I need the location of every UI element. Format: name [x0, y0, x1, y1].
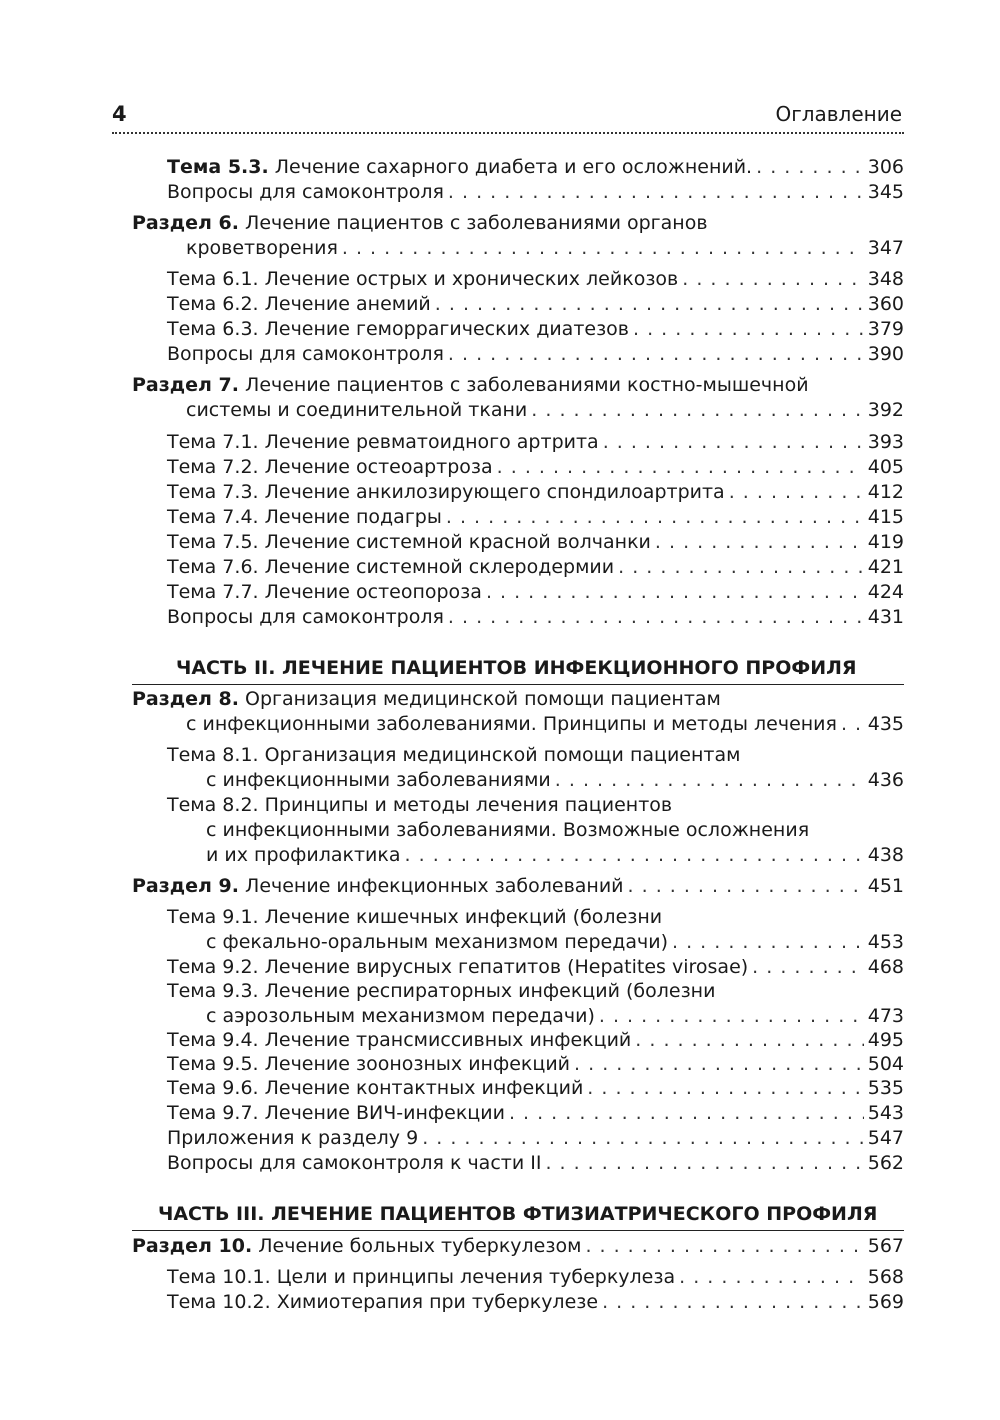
dot-leader — [531, 398, 863, 422]
toc-entry-topic-7-5[interactable]: Тема 7.5. Лечение системной красной волчанки . . . 419 — [167, 530, 904, 554]
page-ref: 543 — [867, 1102, 904, 1124]
page-ref: 569 — [867, 1291, 904, 1313]
dot-leader — [618, 555, 864, 579]
dot-leader — [448, 605, 864, 629]
toc-entry-topic-8-1[interactable]: с инфекционными заболеваниями . . . 436 — [206, 768, 904, 792]
toc-entry-topic-10-1[interactable]: Тема 10.1. Цели и принципы лечения туберкулеза . . . 568 — [167, 1265, 904, 1289]
toc-entry-section-10[interactable]: Раздел 10. Лечение больных туберкулезом . . . 567 — [132, 1234, 904, 1258]
page-ref: 419 — [867, 531, 904, 553]
dot-leader — [635, 1028, 863, 1052]
toc-entry-section-8[interactable]: с инфекционными заболеваниями. Принципы и методы лечения . . . 435 — [186, 712, 904, 736]
page-ref: 495 — [867, 1029, 904, 1051]
toc-entry-topic-10-2[interactable]: Тема 10.2. Химиотерапия при туберкулезе . . . 569 — [167, 1290, 904, 1314]
page-header — [112, 100, 904, 130]
toc-entry-questions-5[interactable]: Вопросы для самоконтроля . . . 345 — [167, 180, 904, 204]
toc-entry-topic-9-1[interactable]: с фекально-оральным механизмом передачи) . . . 453 — [206, 930, 904, 954]
dot-leader — [655, 530, 864, 554]
dot-leader — [587, 1076, 863, 1100]
dot-leader — [603, 430, 864, 454]
page-ref: 421 — [867, 556, 904, 578]
toc-entry-section-9[interactable]: Раздел 9. Лечение инфекционных заболеваний . . . 451 — [132, 874, 904, 898]
dot-leader — [448, 342, 864, 366]
page-ref: 360 — [867, 293, 904, 315]
toc-section-7-line1: Раздел 7. Лечение пациентов с заболеваниями костно-мышечной — [132, 374, 809, 396]
dot-leader — [633, 317, 864, 341]
toc-entry-topic-9-3[interactable]: с аэрозольным механизмом передачи) . . . 473 — [206, 1004, 904, 1028]
page-ref: 306 — [867, 156, 904, 178]
header-divider — [112, 132, 904, 134]
toc-entry-section-6[interactable]: кроветворения . . . 347 — [186, 236, 904, 260]
dot-leader — [486, 580, 864, 604]
page-ref: 547 — [867, 1127, 904, 1149]
page-ref: 567 — [867, 1235, 904, 1257]
toc-section-6-line1: Раздел 6. Лечение пациентов с заболеваниями органов — [132, 212, 708, 234]
page-ref: 390 — [867, 343, 904, 365]
toc-entry-section-7[interactable]: системы и соединительной ткани . . . 392 — [186, 398, 904, 422]
page-ref: 424 — [867, 581, 904, 603]
page-ref: 438 — [867, 844, 904, 866]
toc-topic-8-2-line2: с инфекционными заболеваниями. Возможные осложнения — [206, 819, 810, 841]
toc-entry-topic-7-6[interactable]: Тема 7.6. Лечение системной склеродермии . . . 421 — [167, 555, 904, 579]
toc-section-8-line1: Раздел 8. Организация медицинской помощи пациентам — [132, 688, 721, 710]
toc-entry-topic-9-6[interactable]: Тема 9.6. Лечение контактных инфекций . . . 535 — [167, 1076, 904, 1100]
dot-leader — [574, 1052, 864, 1076]
dot-leader — [672, 930, 864, 954]
page-ref: 392 — [867, 399, 904, 421]
dot-leader — [729, 480, 864, 504]
toc-topic-8-1-line1: Тема 8.1. Организация медицинской помощи пациентам — [167, 744, 741, 766]
dot-leader — [841, 712, 864, 736]
toc-entry-topic-6-3[interactable]: Тема 6.3. Лечение геморрагических диатезов . . . 379 — [167, 317, 904, 341]
toc-entry-questions-6[interactable]: Вопросы для самоконтроля . . . 390 — [167, 342, 904, 366]
toc-entry-topic-8-2[interactable]: и их профилактика . . . 438 — [206, 843, 904, 867]
dot-leader — [446, 505, 864, 529]
toc-entry-topic-9-4[interactable]: Тема 9.4. Лечение трансмиссивных инфекций . . . 495 — [167, 1028, 904, 1052]
dot-leader — [682, 267, 863, 291]
dot-leader — [555, 768, 864, 792]
dot-leader — [422, 1126, 864, 1150]
dot-leader — [602, 1290, 864, 1314]
toc-entry-appendix-9[interactable]: Приложения к разделу 9 . . . 547 — [167, 1126, 904, 1150]
dot-leader — [509, 1101, 864, 1125]
part-2-title[interactable]: ЧАСТЬ II. ЛЕЧЕНИЕ ПАЦИЕНТОВ ИНФЕКЦИОННОГО ПРОФИЛЯ — [176, 657, 857, 679]
dot-leader — [752, 955, 864, 979]
toc-entry-topic-6-2[interactable]: Тема 6.2. Лечение анемий . . . 360 — [167, 292, 904, 316]
dot-leader — [448, 180, 864, 204]
page-ref: 436 — [867, 769, 904, 791]
page-ref: 473 — [867, 1005, 904, 1027]
page-ref: 451 — [867, 875, 904, 897]
dot-leader — [435, 292, 864, 316]
toc-entry-questions-7[interactable]: Вопросы для самоконтроля . . . 431 — [167, 605, 904, 629]
toc-entry-topic-7-7[interactable]: Тема 7.7. Лечение остеопороза . . . 424 — [167, 580, 904, 604]
page-ref: 435 — [867, 713, 904, 735]
page-ref: 347 — [867, 237, 904, 259]
toc-entry-topic-7-4[interactable]: Тема 7.4. Лечение подагры . . . 415 — [167, 505, 904, 529]
dot-leader — [545, 1151, 863, 1175]
page-number: 4 — [112, 102, 127, 126]
dot-leader — [599, 1004, 864, 1028]
dot-leader — [585, 1234, 863, 1258]
dot-leader — [405, 843, 864, 867]
toc-entry-topic-6-1[interactable]: Тема 6.1. Лечение острых и хронических лейкозов . . . 348 — [167, 267, 904, 291]
toc-entry-topic-9-7[interactable]: Тема 9.7. Лечение ВИЧ-инфекции . . . 543 — [167, 1101, 904, 1125]
toc-entry-topic-9-2[interactable]: Тема 9.2. Лечение вирусных гепатитов (Hepatites virosae) . . . 468 — [167, 955, 904, 979]
dot-leader — [497, 455, 864, 479]
toc-entry-questions-part-2[interactable]: Вопросы для самоконтроля к части II . . . 562 — [167, 1151, 904, 1175]
page-ref: 345 — [867, 181, 904, 203]
page-ref: 453 — [867, 931, 904, 953]
toc-entry-topic-7-2[interactable]: Тема 7.2. Лечение остеоартроза . . . 405 — [167, 455, 904, 479]
dot-leader — [756, 155, 864, 179]
page-ref: 535 — [867, 1077, 904, 1099]
page-ref: 393 — [867, 431, 904, 453]
page-ref: 562 — [867, 1152, 904, 1174]
page-ref: 348 — [867, 268, 904, 290]
page-ref: 568 — [867, 1266, 904, 1288]
dot-leader — [679, 1265, 864, 1289]
toc-topic-8-2-line1: Тема 8.2. Принципы и методы лечения пациентов — [167, 794, 673, 816]
toc-entry-topic-5-3[interactable]: Тема 5.3. Лечение сахарного диабета и его осложнений. . . . 306 — [167, 155, 904, 179]
dot-leader — [628, 874, 864, 898]
part-2-divider — [132, 684, 904, 685]
toc-topic-9-1-line1: Тема 9.1. Лечение кишечных инфекций (болезни — [167, 906, 663, 928]
toc-topic-9-3-line1: Тема 9.3. Лечение респираторных инфекций (болезни — [167, 980, 716, 1002]
page-ref: 504 — [867, 1053, 904, 1075]
page-ref: 468 — [867, 956, 904, 978]
page-ref: 431 — [867, 606, 904, 628]
part-3-divider — [132, 1230, 904, 1231]
toc-entry-topic-7-1[interactable]: Тема 7.1. Лечение ревматоидного артрита . . . 393 — [167, 430, 904, 454]
toc-entry-topic-7-3[interactable]: Тема 7.3. Лечение анкилозирующего спондилоартрита . . . 412 — [167, 480, 904, 504]
page-ref: 379 — [867, 318, 904, 340]
page-ref: 415 — [867, 506, 904, 528]
toc-entry-topic-9-5[interactable]: Тема 9.5. Лечение зоонозных инфекций . . . 504 — [167, 1052, 904, 1076]
page-ref: 405 — [867, 456, 904, 478]
part-3-title[interactable]: ЧАСТЬ III. ЛЕЧЕНИЕ ПАЦИЕНТОВ ФТИЗИАТРИЧЕСКОГО ПРОФИЛЯ — [158, 1203, 878, 1225]
running-title: Оглавление — [775, 102, 902, 126]
page-ref: 412 — [867, 481, 904, 503]
dot-leader — [342, 236, 864, 260]
